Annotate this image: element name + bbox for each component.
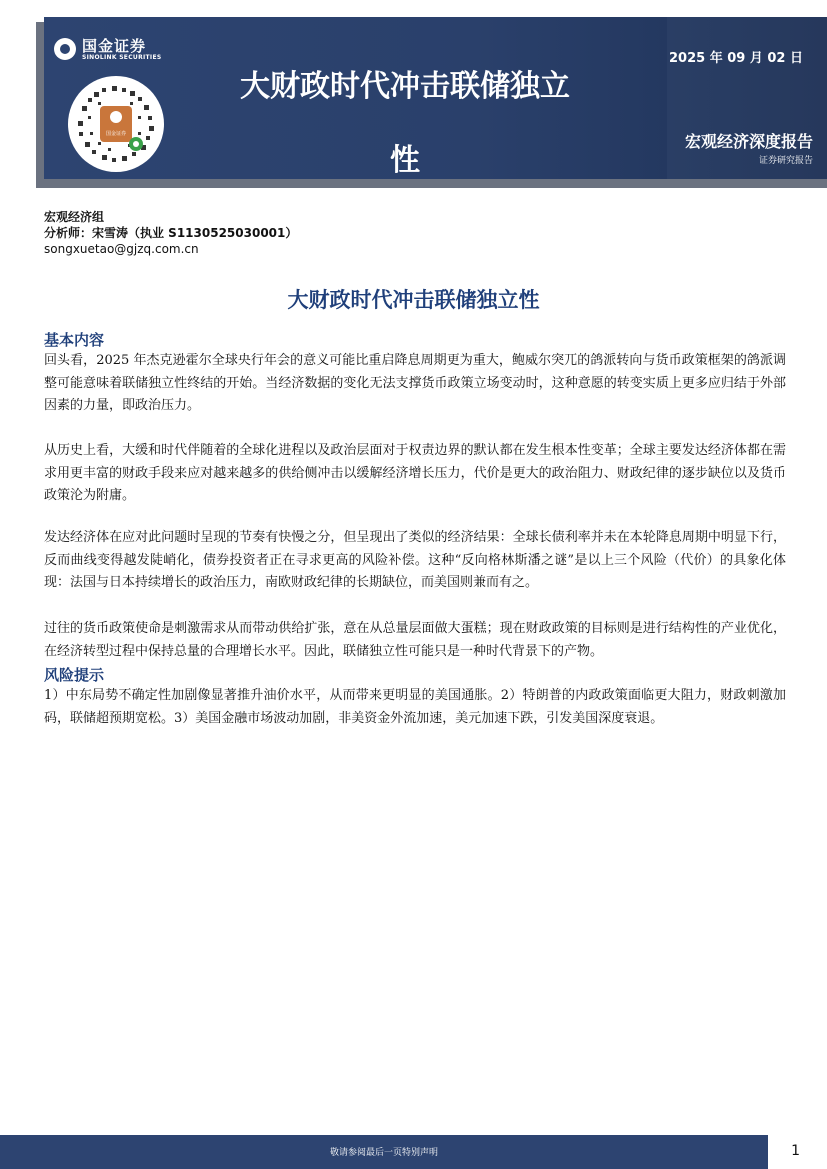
document-title: 大财政时代冲击联储独立性 — [287, 288, 540, 312]
analyst-name: 分析师：宋雪涛（执业 S1130525030001） — [44, 226, 298, 240]
report-date: 2025 年 09 月 02 日 — [669, 51, 803, 66]
analyst-email: songxuetao@gjzq.com.cn — [44, 242, 199, 256]
banner-title-line2: 性 — [390, 143, 420, 178]
footer-disclaimer: 敬请参阅最后一页特别声明 — [329, 1148, 438, 1158]
risk-paragraph: 1）中东局势不确定性加剧像显著推升油价水平，从而带来更明显的美国通胀。2）特朗普的内政政策面临更大阻力，财政刺激加码，联储超预期宽松。3）美国金融市场波动加剧，非美资金外流加速，美元加速下跌，引发美国深度衰退。 — [44, 688, 786, 726]
logo-text-en: SINOLINK SECURITIES — [82, 54, 162, 61]
section-heading-basic: 基本内容 — [44, 331, 105, 349]
report-type: 宏观经济深度报告 — [684, 132, 813, 151]
paragraph-4: 过往的货币政策使命是刺激需求从而带动供给扩张，意在从总量层面做大蛋糕；现在财政政策的目标则是进行结构性的产业优化，在经济转型过程中保持总量的合理增长水平。因此，联储独立性可能只是一种时代背景下的产物。 — [44, 621, 786, 659]
qr-label: 国金证券 — [105, 131, 127, 137]
logo-text-cn: 国金证券 — [82, 37, 147, 55]
paragraph-3: 发达经济体在应对此问题时呈现的节奏有快慢之分，但呈现出了类似的经济结果：全球长债利率并未在本轮降息周期中明显下行，反而曲线变得越发陡峭化，债券投资者正在寻求更高的风险补偿。这种“反向格林斯潘之谜”是以上三个风险（代价）的具象化体现：法国与日本持续增长的政治压力，南欧财政纪律的长期缺位，而美国则兼而有之。 — [44, 530, 786, 590]
banner-title — [220, 50, 590, 198]
logo-icon — [54, 38, 76, 60]
author-block — [44, 209, 297, 257]
paragraph-1: 回头看，2025 年杰克逊霍尔全球央行年会的意义可能比重启降息周期更为重大，鲍威尔突兀的鸽派转向与货币政策框架的鸽派调整可能意味着联储独立性终结的开始。当经济数据的变化无法支撑货币政策立场变动时，这种意愿的转变实质上更多应归结于外部因素的力量，即政治压力。 — [44, 353, 786, 413]
page-number: 1 — [791, 1143, 800, 1159]
report-subtype: 证券研究报告 — [758, 156, 813, 166]
section-heading-risk: 风险提示 — [44, 666, 105, 684]
paragraph-2: 从历史上看，大缓和时代伴随着的全球化进程以及政治层面对于权责边界的默认都在发生根本性变革；全球主要发达经济体都在需求用更丰富的财政手段来应对越来越多的供给侧冲击以缓解经济增长压力，代价是更大的政治阻力、财政纪律的逐步缺位以及货币政策沦为附庸。 — [44, 443, 786, 503]
banner-title-line1: 大财政时代冲击联储独立 — [240, 69, 570, 104]
qr-code-icon — [68, 76, 164, 172]
group-name: 宏观经济组 — [44, 210, 105, 224]
